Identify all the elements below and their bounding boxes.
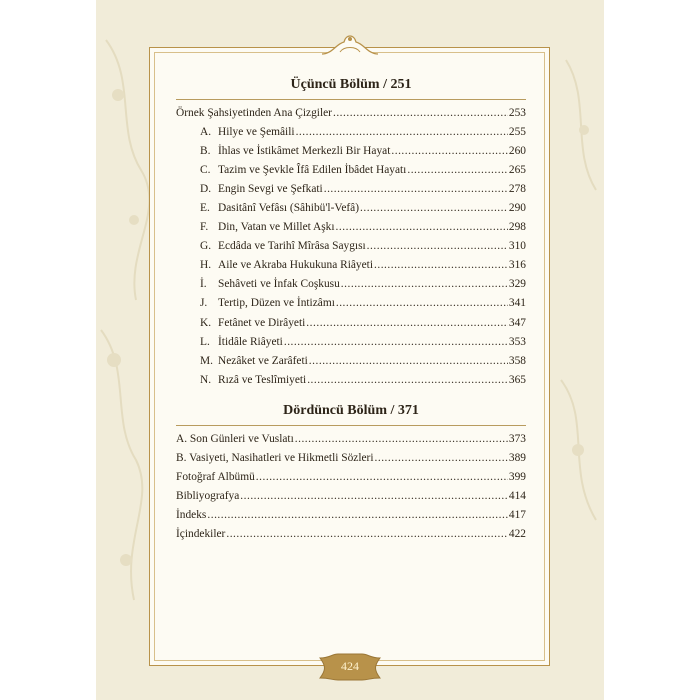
toc-entry-label: Tazim ve Şevkle Îfâ Edilen İbâdet Hayatı — [218, 164, 407, 177]
toc-entry — [176, 294, 526, 313]
book-page — [96, 0, 604, 700]
dot-leader — [324, 180, 508, 199]
toc-entry — [176, 180, 526, 199]
toc-entry — [176, 487, 526, 506]
page-number: 424 — [341, 659, 359, 673]
dot-leader — [375, 449, 508, 468]
toc-entry-letter: K. — [200, 316, 212, 329]
heading-rule — [176, 99, 526, 100]
top-frame-ornament — [318, 30, 382, 56]
toc-entry-letter: G. — [200, 240, 212, 253]
toc-entry-page: 341 — [508, 297, 526, 310]
toc-entry-page: 298 — [508, 221, 526, 234]
toc-entry-page: 265 — [508, 164, 526, 177]
toc-entry-label: Örnek Şahsiyetinden Ana Çizgiler — [176, 107, 332, 119]
dot-leader — [307, 371, 508, 390]
dot-leader — [367, 237, 508, 256]
toc-entry-label: İtidâle Riâyeti — [218, 335, 283, 348]
toc-entry — [176, 430, 526, 449]
toc-entry-page: 310 — [508, 240, 526, 253]
toc-entry — [176, 142, 526, 161]
toc-entry-page: 417 — [508, 508, 526, 521]
toc-entry-page: 329 — [508, 278, 526, 291]
dot-leader — [336, 218, 508, 237]
toc-entry — [176, 123, 526, 142]
toc-entry-page: 255 — [508, 126, 526, 139]
toc-entry-page: 347 — [508, 316, 526, 329]
toc-entry-label: Hilye ve Şemâili — [218, 126, 295, 139]
toc-entry-page: 414 — [508, 489, 526, 502]
toc-entry-page: 358 — [508, 354, 526, 367]
toc-entry — [176, 256, 526, 275]
toc-entry-label: Bibliyografya — [176, 489, 240, 502]
dot-leader — [240, 487, 508, 506]
toc-entry-label: İndeks — [176, 508, 207, 521]
table-of-contents — [176, 74, 526, 544]
toc-entry-page: 422 — [508, 527, 526, 540]
dot-leader — [374, 256, 508, 275]
toc-entry — [176, 449, 526, 468]
heading-rule — [176, 425, 526, 426]
toc-entry-label: Din, Vatan ve Millet Aşkı — [218, 221, 335, 234]
dot-leader — [306, 314, 508, 333]
toc-entry-letter: J. — [200, 297, 208, 310]
section-heading: Üçüncü Bölüm / 251 — [290, 77, 412, 92]
section-heading: Dördüncü Bölüm / 371 — [283, 402, 419, 418]
toc-entry — [176, 371, 526, 390]
toc-entry-letter: H. — [200, 259, 212, 272]
toc-entry-page: 353 — [508, 335, 526, 348]
toc-entry-page: 278 — [508, 183, 526, 196]
toc-entry-page: 373 — [508, 432, 526, 445]
dot-leader — [391, 142, 508, 161]
toc-entry-label: Tertip, Düzen ve İntizâmı — [218, 297, 335, 310]
toc-entry-letter: D. — [200, 183, 212, 196]
section-4-entries — [176, 430, 526, 544]
toc-entry-page: 389 — [508, 451, 526, 464]
toc-entry — [176, 237, 526, 256]
toc-entry — [176, 218, 526, 237]
toc-entry-label: B. Vasiyeti, Nasihatleri ve Hikmetli Sözleri — [176, 451, 374, 464]
dot-leader — [295, 430, 508, 449]
dot-leader — [226, 525, 508, 544]
toc-entry-label: Sehâveti ve İnfak Coşkusu — [218, 278, 340, 291]
toc-entry-letter: A. — [200, 126, 212, 139]
dot-leader — [256, 468, 508, 487]
toc-entry-label: İhlas ve İstikâmet Merkezli Bir Hayat — [218, 145, 391, 158]
toc-entry-label: Nezâket ve Zarâfeti — [218, 354, 308, 367]
dot-leader — [407, 161, 508, 180]
toc-entry — [176, 199, 526, 218]
toc-entry-page: 365 — [508, 373, 526, 386]
toc-entry — [176, 352, 526, 371]
toc-entry-page: 253 — [508, 107, 526, 119]
toc-entry-letter: İ. — [200, 278, 207, 291]
dot-leader — [360, 199, 508, 218]
toc-entry-page: 316 — [508, 259, 526, 272]
toc-entry — [176, 314, 526, 333]
toc-entry-label: Dasitânî Vefâsı (Sâhibü'l-Vefâ) — [218, 202, 360, 215]
toc-entry — [176, 506, 526, 525]
dot-leader — [333, 104, 508, 123]
toc-entry — [176, 161, 526, 180]
toc-entry — [176, 275, 526, 294]
toc-entry — [176, 468, 526, 487]
toc-entry-page: 290 — [508, 202, 526, 215]
toc-entry-letter: E. — [200, 202, 210, 215]
toc-entry-page: 399 — [508, 470, 526, 483]
toc-entry-label: Engin Sevgi ve Şefkati — [218, 183, 323, 196]
toc-entry — [176, 525, 526, 544]
dot-leader — [336, 294, 508, 313]
toc-entry-label: Ecdâda ve Tarihî Mîrâsa Saygısı — [218, 240, 366, 253]
toc-entry-label: Rızâ ve Teslîmiyeti — [218, 373, 307, 386]
toc-entry-label: A. Son Günleri ve Vuslatı — [176, 432, 294, 445]
dot-leader — [296, 123, 508, 142]
toc-entry-letter: F. — [200, 221, 209, 234]
toc-entry-letter: L. — [200, 335, 210, 348]
toc-entry-letter: N. — [200, 373, 212, 386]
toc-entry — [176, 333, 526, 352]
toc-entry-letter: M. — [200, 354, 213, 367]
toc-entry-label: Fetânet ve Dirâyeti — [218, 316, 306, 329]
section-3-entries — [176, 104, 526, 390]
toc-entry-letter: B. — [200, 145, 211, 158]
dot-leader — [341, 275, 508, 294]
toc-entry-label: Fotoğraf Albümü — [176, 470, 255, 483]
toc-entry-page: 260 — [508, 145, 526, 158]
toc-entry-letter: C. — [200, 164, 211, 177]
dot-leader — [309, 352, 508, 371]
toc-entry — [176, 104, 526, 123]
toc-entry-label: İçindekiler — [176, 527, 226, 540]
toc-entry-label: Aile ve Akraba Hukukuna Riâyeti — [218, 259, 373, 272]
dot-leader — [207, 506, 508, 525]
dot-leader — [284, 333, 508, 352]
